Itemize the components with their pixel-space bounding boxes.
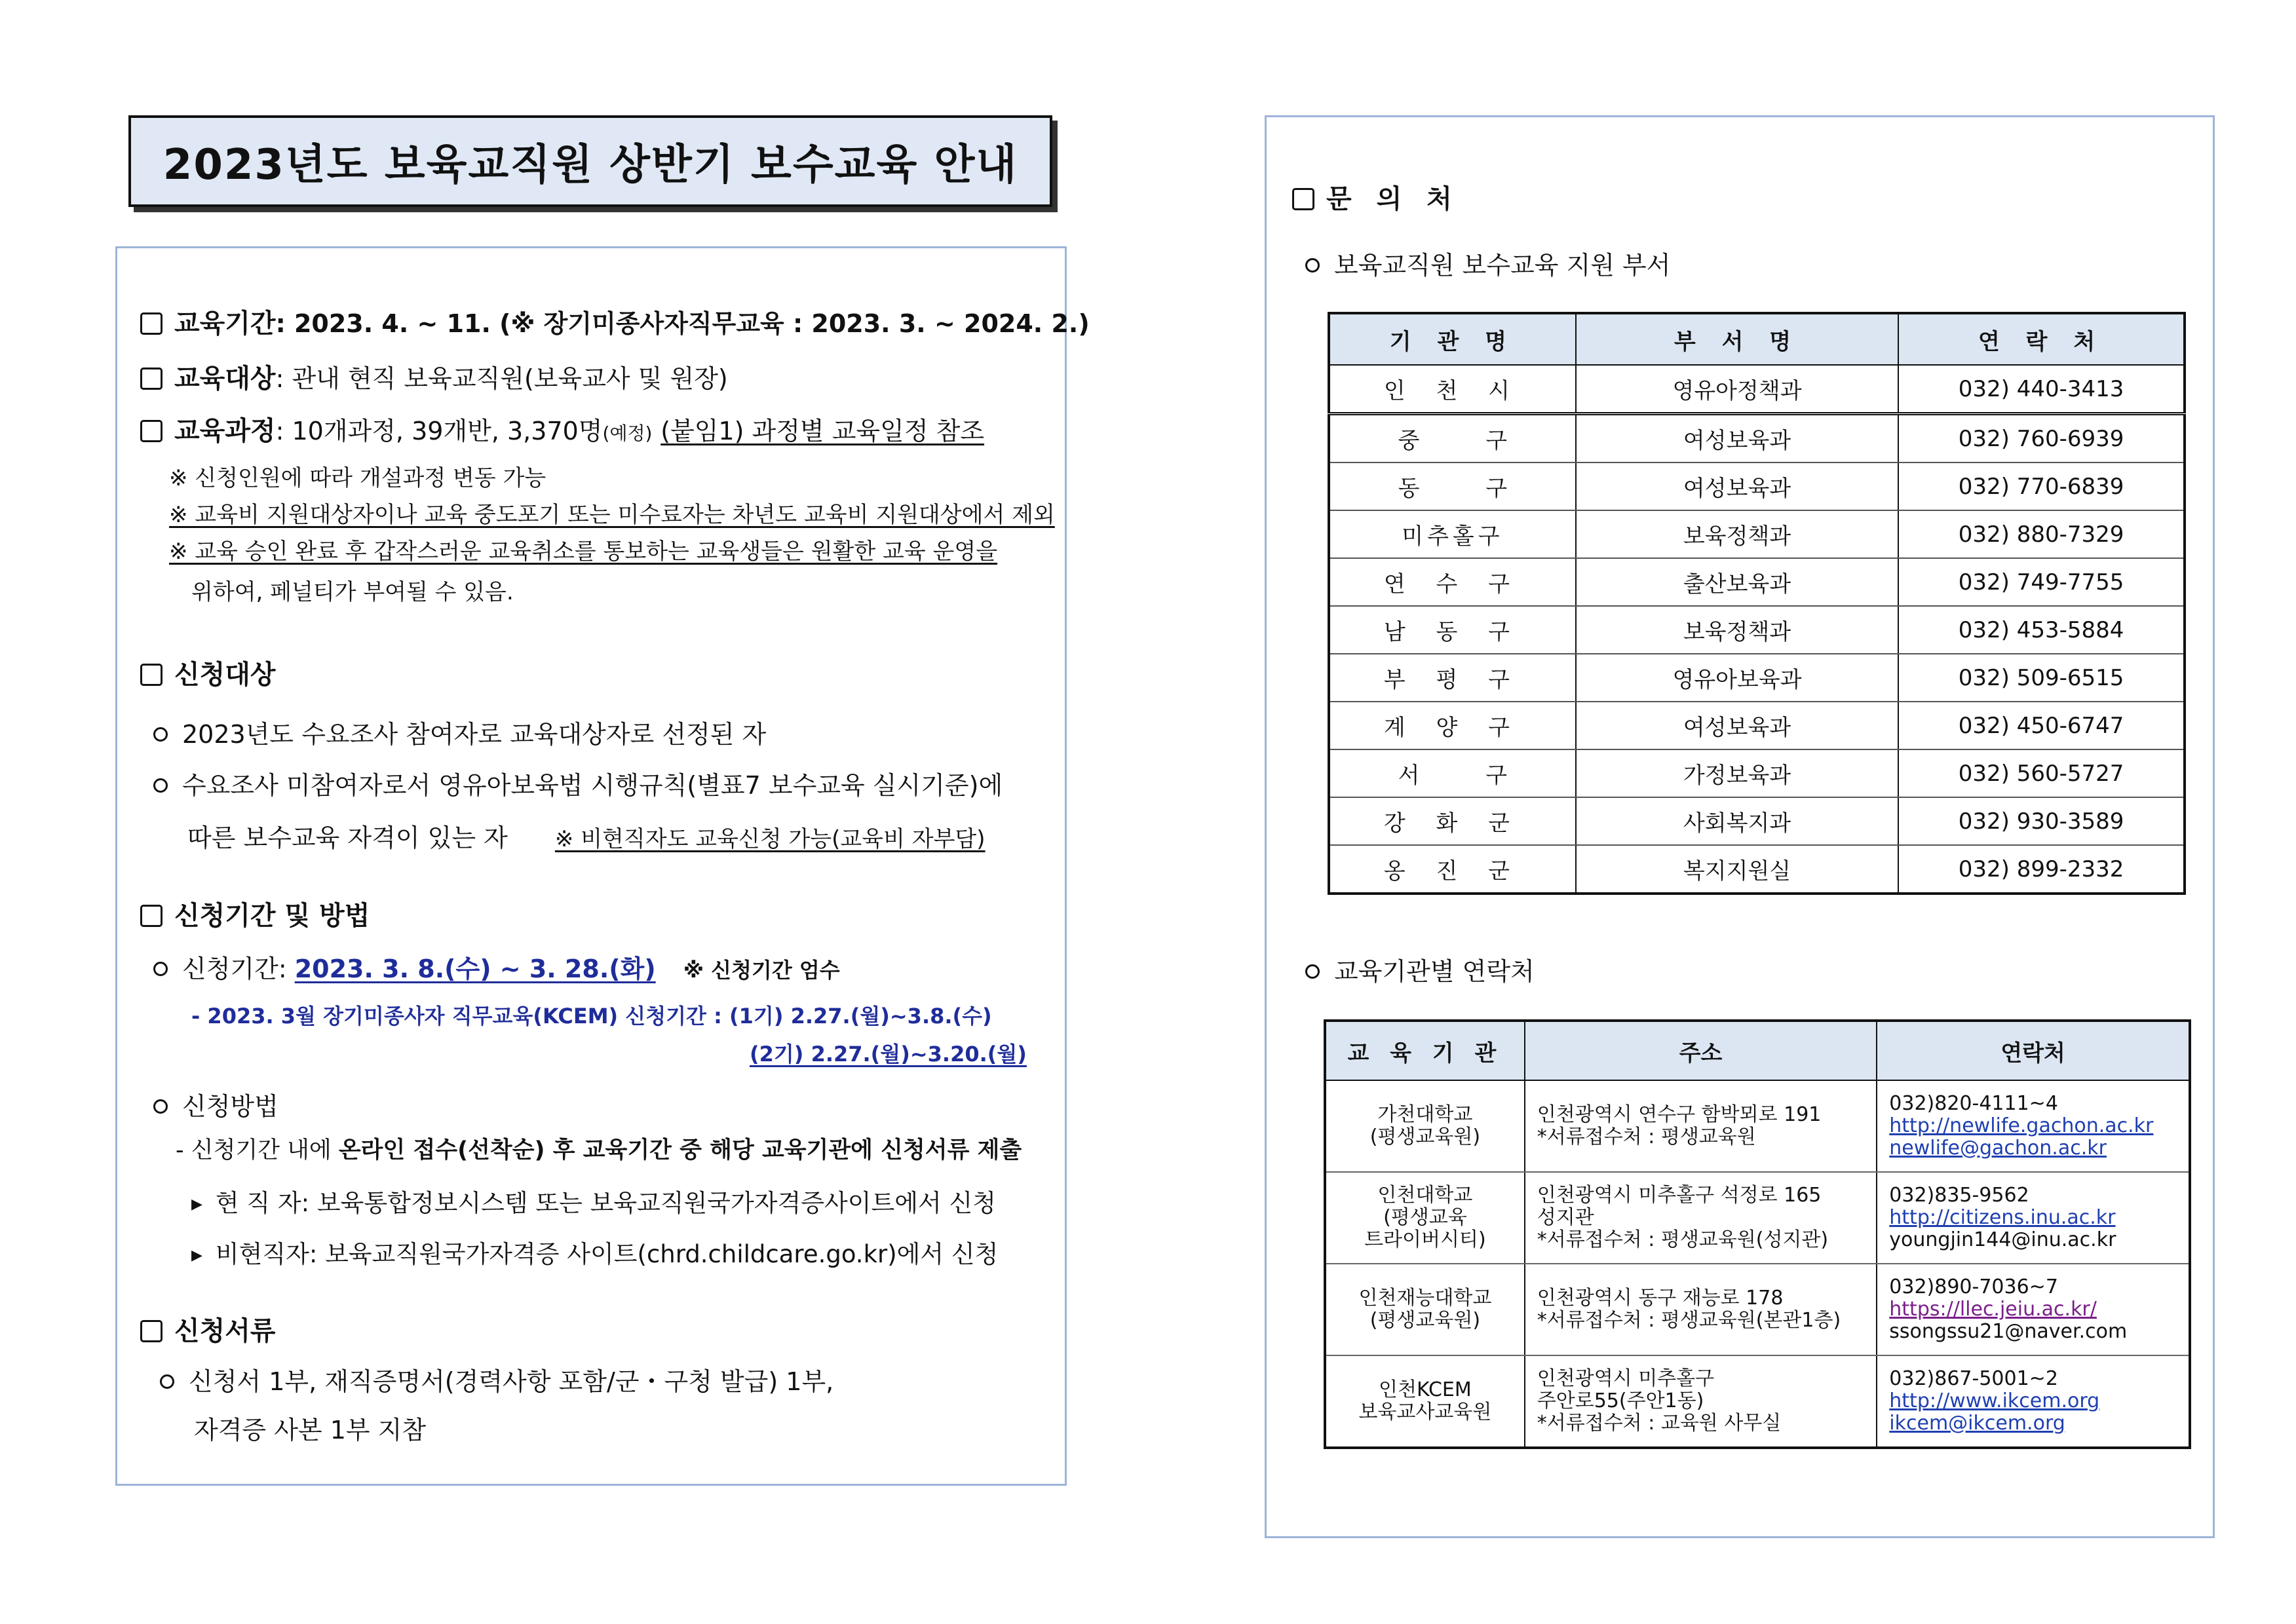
inst-table — [1324, 1019, 2191, 1449]
checkbox-icon — [140, 1320, 163, 1342]
bullet-circle-icon — [160, 1374, 174, 1389]
method-label: 신청방법 — [182, 1092, 278, 1121]
kcem-line-2: (2기) 2.27.(월)~3.20.(월) — [750, 1042, 1027, 1067]
docs-2: 자격증 사본 1부 지참 — [194, 1416, 427, 1445]
table-row — [1329, 510, 2185, 558]
triangle-bullet-icon: ▶ — [191, 1247, 202, 1264]
inst-name-line: (평생교육원) — [1369, 1125, 1481, 1148]
inst-name-line: (평생교육원) — [1369, 1309, 1481, 1332]
apply-target-2-line — [153, 765, 1003, 801]
col-header-address: 주소 — [1525, 1021, 1877, 1080]
org-cell: 계 양 구 — [1329, 702, 1576, 749]
table-row — [1329, 702, 2185, 749]
bullet-circle-icon — [1305, 258, 1320, 273]
course-small: (예정) — [602, 423, 653, 444]
phone-cell: 032) 453-5884 — [1898, 606, 2185, 654]
apply-target-1-line — [153, 714, 766, 750]
apply-target-heading: 신청대상 — [174, 660, 276, 690]
addr-line: 인천광역시 동구 재능로 178 — [1537, 1287, 1784, 1310]
dept-cell: 보육정책과 — [1576, 606, 1898, 654]
bullet-circle-icon — [1305, 964, 1320, 979]
contact-heading-line — [1292, 178, 1460, 216]
target-label: 교육대상 — [174, 364, 276, 394]
table-row — [1329, 414, 2185, 463]
inst-contact-cell — [1877, 1172, 2190, 1264]
apply-target-2c: ※ 비현직자도 교육신청 가능(교육비 자부담) — [554, 826, 985, 852]
apply-period-value: 2023. 3. 8.(수) ~ 3. 28.(화) — [294, 954, 656, 983]
website-link[interactable]: https://llec.jeiu.ac.kr/ — [1889, 1298, 2097, 1321]
dept-cell: 출산보육과 — [1576, 558, 1898, 606]
phone-cell: 032) 930-3589 — [1898, 797, 2185, 845]
method-3: 비현직자: 보육교직원국가자격증 사이트(chrd.childcare.go.kr)에서 신청 — [215, 1240, 999, 1268]
dept-cell: 영유아보육과 — [1576, 654, 1898, 702]
bullet-circle-icon — [153, 727, 168, 742]
course-line — [140, 410, 984, 447]
inst-contact-cell — [1877, 1355, 2190, 1448]
org-cell: 부 평 구 — [1329, 654, 1576, 702]
col-header-inst-contact: 연락처 — [1877, 1021, 2190, 1080]
apply-period-line — [153, 949, 840, 985]
apply-target-2b-line — [187, 818, 985, 854]
inst-name-cell — [1325, 1264, 1525, 1355]
org-cell: 미추홀구 — [1329, 510, 1576, 558]
addr-line: *서류접수처 : 교육원 사무실 — [1537, 1412, 1782, 1435]
table-row — [1329, 797, 2185, 845]
inst-addr-cell — [1525, 1264, 1877, 1355]
inst-name-line: 트라이버시티) — [1364, 1228, 1486, 1251]
addr-line: *서류접수처 : 평생교육원(본관1층) — [1537, 1309, 1841, 1332]
target-line — [140, 358, 728, 395]
dept-table-header — [1329, 313, 2185, 365]
email-link[interactable]: ikcem@ikcem.org — [1889, 1412, 2065, 1435]
method-2-line — [191, 1183, 996, 1218]
dept-cell: 복지지원실 — [1576, 845, 1898, 894]
checkbox-icon — [140, 420, 163, 442]
inst-name-line: 보육교사교육원 — [1358, 1401, 1492, 1424]
email-text: ssongssu21@naver.com — [1889, 1320, 2128, 1343]
triangle-bullet-icon: ▶ — [191, 1196, 202, 1213]
dept-cell: 여성보육과 — [1576, 463, 1898, 510]
checkbox-icon — [140, 312, 163, 335]
phone-cell: 032) 880-7329 — [1898, 510, 2185, 558]
page-title-box — [128, 115, 1052, 207]
phone-cell: 032) 749-7755 — [1898, 558, 2185, 606]
inst-contact-cell — [1877, 1080, 2190, 1172]
phone-cell: 032) 560-5727 — [1898, 749, 2185, 797]
table-row — [1329, 463, 2185, 510]
inst-name-line: 가천대학교 — [1377, 1103, 1473, 1126]
apply-target-heading-line — [140, 654, 276, 691]
checkbox-icon — [140, 368, 163, 390]
course-value: : 10개과정, 39개반, 3,370명 — [275, 417, 603, 445]
dept-cell: 가정보육과 — [1576, 749, 1898, 797]
inst-heading: 교육기관별 연락처 — [1334, 957, 1535, 986]
method-1-bold: 온라인 접수(선착순) 후 교육기간 중 해당 교육기관에 신청서류 제출 — [338, 1137, 1022, 1163]
website-link[interactable]: http://www.ikcem.org — [1889, 1389, 2100, 1412]
table-row — [1329, 365, 2185, 414]
col-header-dept: 부 서 명 — [1576, 313, 1898, 365]
inst-phone: 032)867-5001~2 — [1889, 1367, 2058, 1390]
phone-cell: 032) 509-6515 — [1898, 654, 2185, 702]
dept-cell: 보육정책과 — [1576, 510, 1898, 558]
note-1: ※ 신청인원에 따라 개설과정 변동 가능 — [169, 465, 546, 491]
addr-line: *서류접수처 : 평생교육원(성지관) — [1537, 1228, 1829, 1251]
table-row — [1329, 558, 2185, 606]
inst-heading-line — [1305, 951, 1535, 987]
inst-phone: 032)890-7036~7 — [1889, 1275, 2058, 1298]
inst-phone: 032)820-4111~4 — [1889, 1092, 2058, 1115]
course-label: 교육과정 — [174, 416, 276, 446]
note-3b: 위하여, 페널티가 부여될 수 있음. — [191, 579, 514, 605]
inst-name-line: 인천KCEM — [1378, 1378, 1472, 1401]
apply-period-heading-line — [140, 895, 370, 932]
inst-name-cell — [1325, 1355, 1525, 1448]
dept-cell: 여성보육과 — [1576, 702, 1898, 749]
inst-name-cell — [1325, 1172, 1525, 1264]
inst-contact-cell — [1877, 1264, 2190, 1355]
table-row — [1325, 1355, 2190, 1448]
kcem-line-1: - 2023. 3월 장기미종사자 직무교육(KCEM) 신청기간 : (1기) 2.27.(월)~3.8.(수) — [191, 1004, 992, 1029]
col-header-inst: 교 육 기 관 — [1325, 1021, 1525, 1080]
email-link[interactable]: newlife@gachon.ac.kr — [1889, 1137, 2107, 1160]
email-text: youngjin144@inu.ac.kr — [1889, 1228, 2116, 1251]
bullet-circle-icon — [153, 962, 168, 976]
table-row — [1325, 1264, 2190, 1355]
inst-name-line: (평생교육 — [1383, 1206, 1467, 1229]
org-cell: 인 천 시 — [1329, 365, 1576, 414]
dept-heading: 보육교직원 보수교육 지원 부서 — [1334, 251, 1671, 280]
col-header-org: 기 관 명 — [1329, 313, 1576, 365]
phone-cell: 032) 899-2332 — [1898, 845, 2185, 894]
addr-line: 주안로55(주안1동) — [1537, 1389, 1704, 1412]
org-cell: 연 수 구 — [1329, 558, 1576, 606]
checkbox-icon — [140, 905, 163, 927]
page-title: 2023년도 보육교직원 상반기 보수교육 안내 — [163, 141, 1018, 189]
inst-table-header — [1325, 1021, 2190, 1080]
note-2: ※ 교육비 지원대상자이나 교육 중도포기 또는 미수료자는 차년도 교육비 지원대상에서 제외 — [169, 502, 1055, 528]
contact-heading: 문 의 처 — [1326, 184, 1460, 214]
addr-line: 성지관 — [1537, 1206, 1594, 1229]
org-cell: 중 구 — [1329, 414, 1576, 463]
docs-1: 신청서 1부, 재직증명서(경력사항 포함/군・구청 발급) 1부, — [189, 1367, 834, 1396]
docs-1-line — [160, 1361, 833, 1397]
website-link[interactable]: http://citizens.inu.ac.kr — [1889, 1206, 2116, 1229]
docs-heading-line — [140, 1310, 276, 1348]
table-row — [1325, 1172, 2190, 1264]
org-cell: 남 동 구 — [1329, 606, 1576, 654]
org-cell: 옹 진 군 — [1329, 845, 1576, 894]
apply-period-label: 신청기간: — [182, 954, 295, 983]
apply-target-2a: 수요조사 미참여자로서 영유아보육법 시행규칙(별표7 보수교육 실시기준)에 — [182, 771, 1003, 800]
method-3-line — [191, 1234, 998, 1270]
addr-line: 인천광역시 미추홀구 — [1537, 1367, 1715, 1390]
org-cell: 서 구 — [1329, 749, 1576, 797]
col-header-contact: 연 락 처 — [1898, 313, 2185, 365]
method-1-pre: - 신청기간 내에 — [176, 1137, 339, 1163]
target-value: : 관내 현직 보육교직원(보육교사 및 원장) — [275, 364, 728, 393]
apply-target-2b: 따른 보수교육 자격이 있는 자 — [187, 823, 508, 852]
apply-period-heading: 신청기간 및 방법 — [174, 901, 370, 931]
org-cell: 동 구 — [1329, 463, 1576, 510]
table-row — [1329, 845, 2185, 894]
dept-cell: 영유아정책과 — [1576, 365, 1898, 414]
apply-target-1: 2023년도 수요조사 참여자로 교육대상자로 선정된 자 — [182, 720, 767, 749]
table-row — [1329, 654, 2185, 702]
period-line — [140, 303, 1090, 340]
dept-cell: 사회복지과 — [1576, 797, 1898, 845]
note-3a: ※ 교육 승인 완료 후 갑작스러운 교육취소를 통보하는 교육생들은 원활한 교육 운영을 — [169, 538, 998, 565]
phone-cell: 032) 440-3413 — [1898, 365, 2185, 414]
docs-heading: 신청서류 — [174, 1316, 276, 1346]
inst-name-cell — [1325, 1080, 1525, 1172]
period-value: : 2023. 4. ~ 11. (※ 장기미종사자직무교육 : 2023. 3. ~ 2024. 2.) — [275, 309, 1090, 338]
inst-name-line: 인천대학교 — [1377, 1184, 1473, 1207]
inst-name-line: 인천재능대학교 — [1358, 1287, 1492, 1310]
dept-table — [1328, 312, 2186, 895]
table-row — [1325, 1080, 2190, 1172]
addr-line: 인천광역시 미추홀구 석정로 165 — [1537, 1184, 1822, 1207]
period-label: 교육기간 — [174, 309, 276, 339]
method-2: 현 직 자: 보육통합정보시스템 또는 보육교직원국가자격증사이트에서 신청 — [215, 1189, 996, 1217]
method-line — [153, 1086, 278, 1122]
bullet-circle-icon — [153, 1099, 168, 1114]
phone-cell: 032) 770-6839 — [1898, 463, 2185, 510]
website-link[interactable]: http://newlife.gachon.ac.kr — [1889, 1114, 2154, 1137]
method-1-line — [176, 1132, 1022, 1165]
apply-period-note: ※ 신청기간 엄수 — [683, 958, 840, 983]
inst-addr-cell — [1525, 1355, 1877, 1448]
addr-line: 인천광역시 연수구 함박뫼로 191 — [1537, 1103, 1822, 1126]
bullet-circle-icon — [153, 778, 168, 793]
table-row — [1329, 749, 2185, 797]
checkbox-icon — [140, 664, 163, 686]
inst-addr-cell — [1525, 1080, 1877, 1172]
org-cell: 강 화 군 — [1329, 797, 1576, 845]
dept-heading-line — [1305, 245, 1670, 281]
phone-cell: 032) 450-6747 — [1898, 702, 2185, 749]
addr-line: *서류접수처 : 평생교육원 — [1537, 1125, 1756, 1148]
checkbox-icon — [1292, 188, 1314, 210]
dept-cell: 여성보육과 — [1576, 414, 1898, 463]
phone-cell: 032) 760-6939 — [1898, 414, 2185, 463]
table-row — [1329, 606, 2185, 654]
course-ref: (붙임1) 과정별 교육일정 참조 — [660, 417, 985, 445]
inst-addr-cell — [1525, 1172, 1877, 1264]
inst-phone: 032)835-9562 — [1889, 1184, 2029, 1207]
